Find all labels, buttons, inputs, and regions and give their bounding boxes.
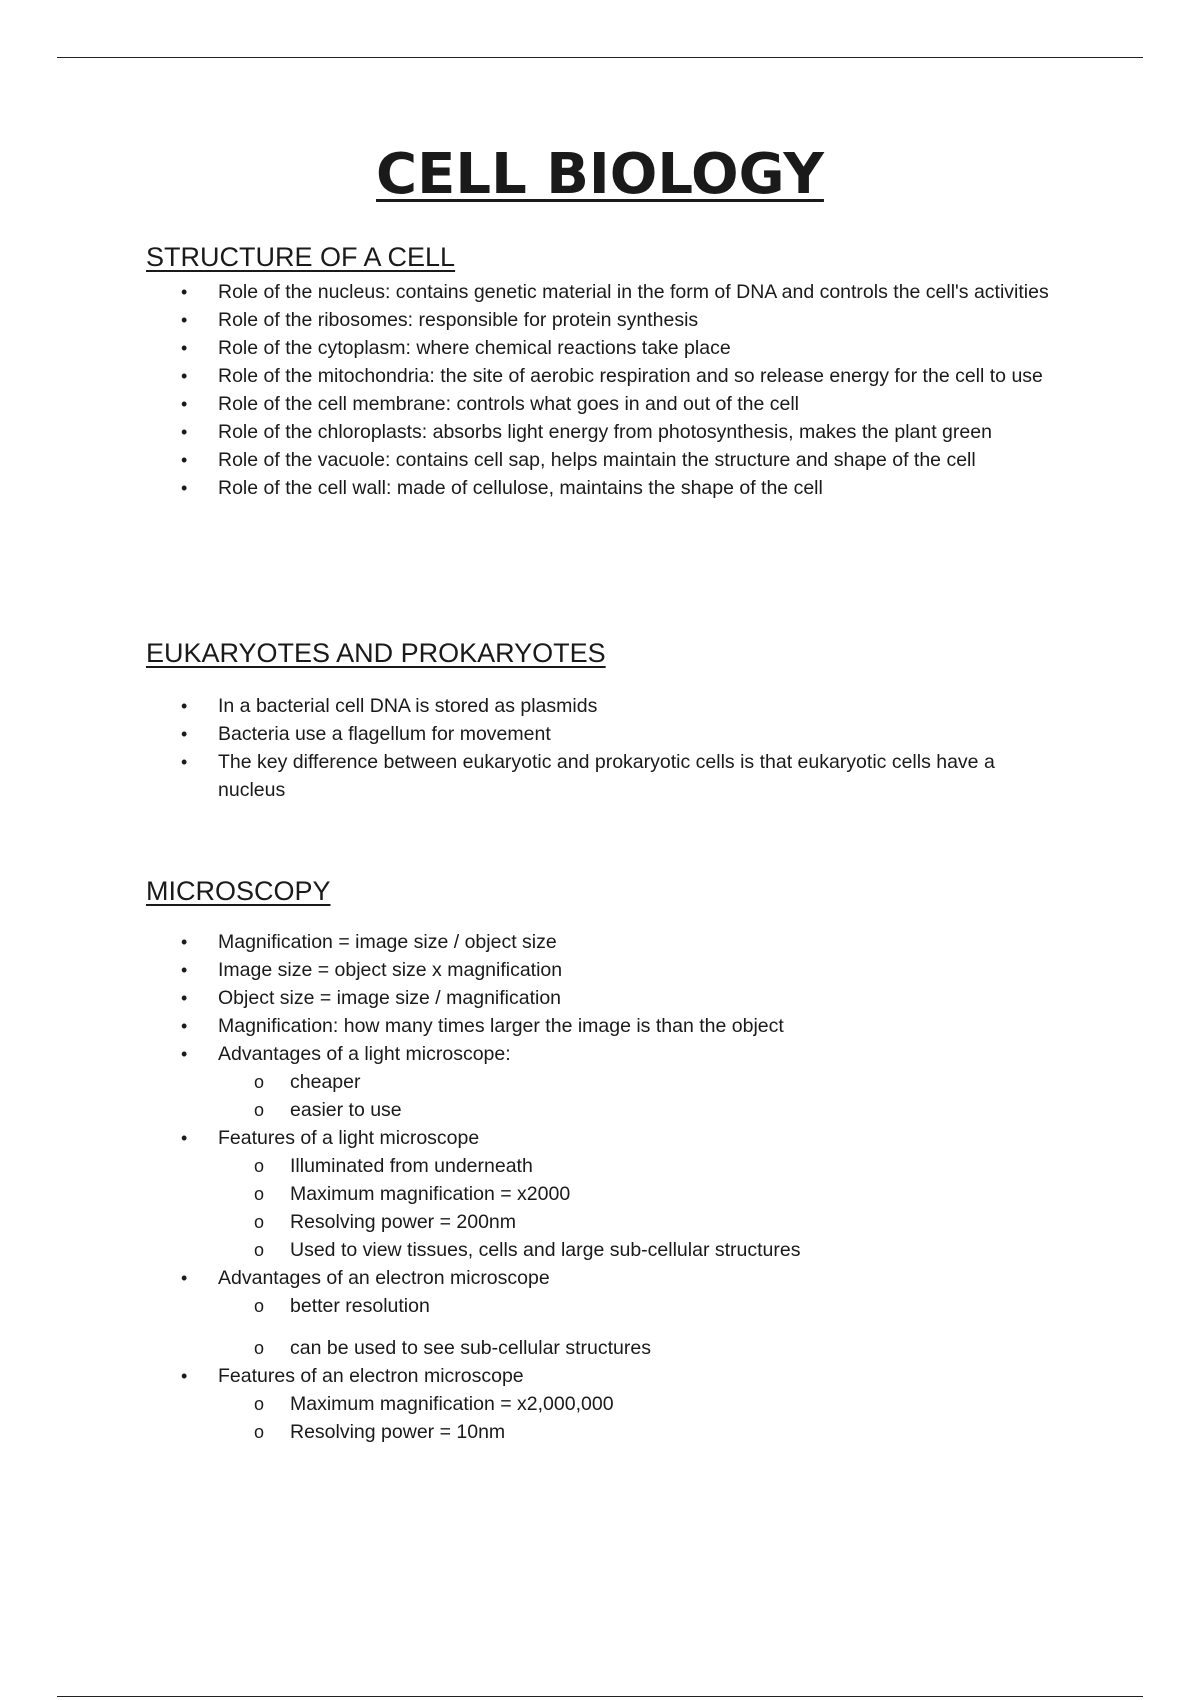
eukaryotes-list bbox=[0, 692, 1200, 804]
microscopy-list bbox=[0, 928, 1200, 1446]
section-heading-structure: STRUCTURE OF A CELL bbox=[146, 242, 456, 272]
sub-list-item: o Used to view tissues, cells and large sub-cellular structures bbox=[0, 1236, 1050, 1264]
bullet-icon: • bbox=[181, 450, 188, 470]
list-item: • Role of the chloroplasts: absorbs light energy from photosynthesis, makes the plant green bbox=[0, 418, 1058, 446]
bullet-icon: • bbox=[181, 394, 188, 414]
list-item: • Role of the ribosomes: responsible for protein synthesis bbox=[0, 306, 1058, 334]
sub-list-item: o better resolution bbox=[0, 1292, 1050, 1320]
list-item: • Role of the nucleus: contains genetic material in the form of DNA and controls the cell's activities bbox=[0, 278, 1058, 306]
footer-rule bbox=[57, 1696, 1143, 1697]
list-item: • Role of the cell membrane: controls what goes in and out of the cell bbox=[0, 390, 1058, 418]
list-item: • Features of an electron microscope bbox=[0, 1362, 1058, 1390]
bullet-icon: • bbox=[181, 310, 188, 330]
sub-list-item: o can be used to see sub-cellular structures bbox=[0, 1334, 1050, 1362]
bullet-icon: • bbox=[181, 1128, 188, 1148]
bullet-icon: • bbox=[181, 960, 188, 980]
bullet-icon: • bbox=[181, 696, 188, 716]
bullet-icon: • bbox=[181, 724, 188, 744]
circle-bullet-icon: o bbox=[254, 1394, 265, 1414]
document-title: CELL BIOLOGY bbox=[376, 142, 824, 207]
circle-bullet-icon: o bbox=[254, 1072, 265, 1092]
bullet-icon: • bbox=[181, 1268, 188, 1288]
sub-list-item: o Illuminated from underneath bbox=[0, 1152, 1050, 1180]
bullet-icon: • bbox=[181, 752, 188, 772]
list-item: • Image size = object size x magnification bbox=[0, 956, 1058, 984]
circle-bullet-icon: o bbox=[254, 1422, 265, 1442]
circle-bullet-icon: o bbox=[254, 1212, 265, 1232]
sub-list-item: o Maximum magnification = x2000 bbox=[0, 1180, 1050, 1208]
circle-bullet-icon: o bbox=[254, 1100, 265, 1120]
bullet-icon: • bbox=[181, 338, 188, 358]
sub-list-item: o Resolving power = 200nm bbox=[0, 1208, 1050, 1236]
bullet-icon: • bbox=[181, 988, 188, 1008]
sub-list-item: o cheaper bbox=[0, 1068, 1050, 1096]
list-item: • Role of the vacuole: contains cell sap, helps maintain the structure and shape of the cell bbox=[0, 446, 1058, 474]
bullet-icon: • bbox=[181, 1044, 188, 1064]
list-item: • Features of a light microscope bbox=[0, 1124, 1058, 1152]
bullet-icon: • bbox=[181, 422, 188, 442]
list-item: • In a bacterial cell DNA is stored as plasmids bbox=[0, 692, 1058, 720]
list-item: • Role of the mitochondria: the site of aerobic respiration and so release energy for the cell to use bbox=[0, 362, 1058, 390]
bullet-icon: • bbox=[181, 932, 188, 952]
bullet-icon: • bbox=[181, 1016, 188, 1036]
list-item: • Advantages of an electron microscope bbox=[0, 1264, 1058, 1292]
header-rule bbox=[57, 57, 1143, 58]
bullet-icon: • bbox=[181, 478, 188, 498]
list-item: • Bacteria use a flagellum for movement bbox=[0, 720, 1058, 748]
sub-list-item: o easier to use bbox=[0, 1096, 1050, 1124]
sub-list-item: o Resolving power = 10nm bbox=[0, 1418, 1050, 1446]
bullet-icon: • bbox=[181, 366, 188, 386]
circle-bullet-icon: o bbox=[254, 1240, 265, 1260]
list-item: • Magnification: how many times larger the image is than the object bbox=[0, 1012, 1058, 1040]
bullet-icon: • bbox=[181, 1366, 188, 1386]
sub-list-item: o Maximum magnification = x2,000,000 bbox=[0, 1390, 1050, 1418]
list-item: • Role of the cell wall: made of cellulose, maintains the shape of the cell bbox=[0, 474, 1058, 502]
structure-list bbox=[0, 278, 1200, 502]
list-item: • Object size = image size / magnification bbox=[0, 984, 1058, 1012]
circle-bullet-icon: o bbox=[254, 1156, 265, 1176]
section-heading-microscopy: MICROSCOPY bbox=[146, 876, 331, 906]
circle-bullet-icon: o bbox=[254, 1296, 265, 1316]
list-item: • Magnification = image size / object size bbox=[0, 928, 1058, 956]
section-heading-eukaryotes: EUKARYOTES AND PROKARYOTES bbox=[146, 638, 606, 668]
bullet-icon: • bbox=[181, 282, 188, 302]
circle-bullet-icon: o bbox=[254, 1338, 265, 1358]
list-item: • The key difference between eukaryotic and prokaryotic cells is that eukaryotic cells have a nucleus bbox=[0, 748, 1058, 804]
circle-bullet-icon: o bbox=[254, 1184, 265, 1204]
list-item: • Advantages of a light microscope: bbox=[0, 1040, 1058, 1068]
list-item: • Role of the cytoplasm: where chemical reactions take place bbox=[0, 334, 1058, 362]
